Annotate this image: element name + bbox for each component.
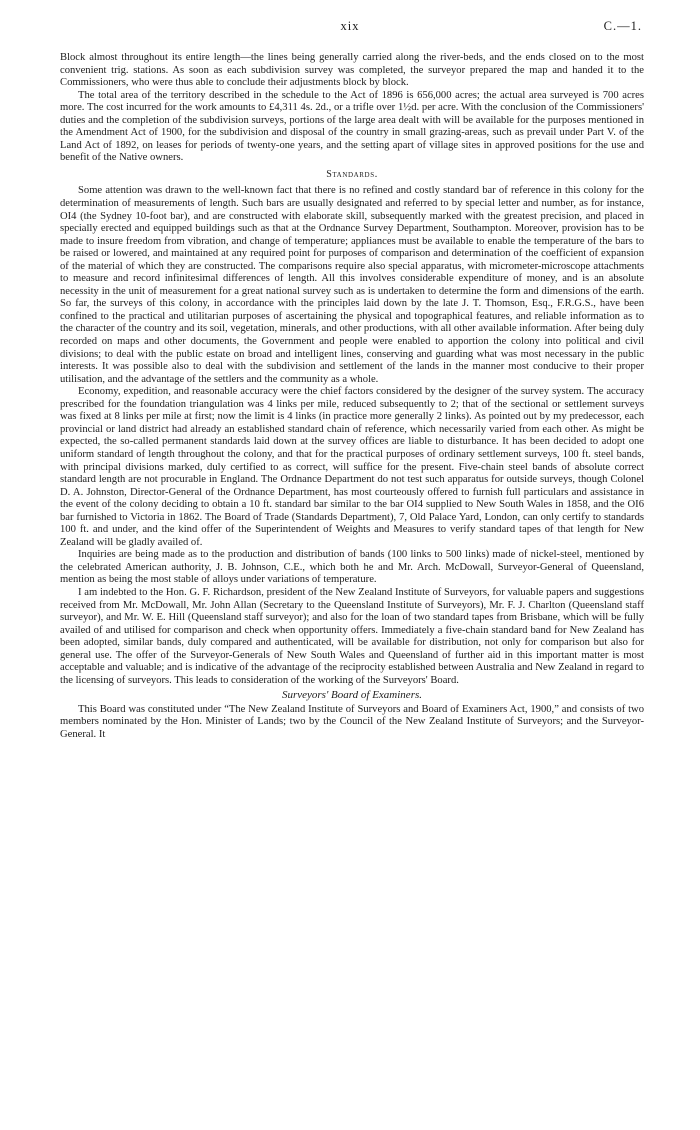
paragraph: This Board was constituted under “The New Zealand Institute of Surveyors and Board of Examiners Act, 1900,” and consists of two members nominated by the Hon. Minister of Lands; two by the Council of the New Zealand Institute of Surveyors; and the Surveyor-General. It (60, 703, 644, 740)
document-reference: C.—1. (603, 19, 642, 33)
page-number: xix (340, 19, 360, 33)
paragraph: Inquiries are being made as to the production and distribution of bands (100 links to 500 links) made of nickel-steel, mentioned by the celebrated American authority, J. B. Johnson, C.E., which both he and Mr. Arch. McDowall, Surveyor-General of Queensland, mention as being the most stable of alloys under variations of temperature. (60, 549, 644, 586)
section-heading-board: Surveyors' Board of Examiners. (281, 689, 423, 702)
paragraph: Block almost throughout its entire length—the lines being generally carried along the river-beds, and the ends closed on to the most convenient trig. stations. As soon as each subdivision survey was completed, the surveyor prepared the map and handed it to the Commissioners, who were thus able to conclude their adjustments block by block. (60, 52, 644, 89)
paragraph: Some attention was drawn to the well-known fact that there is no refined and costly standard bar of reference in this colony for the determination of measurements of length. Such bars are usually designated and referred to by special letter and number, as for instance, OI4 (the Sydney 10-foot bar), and are constructed with elaborate skill, subsequently marked with the greatest precision, and placed in specially erected and equipped buildings such as that at the Ordnance Survey Department, Southampton. Moreover, provision has to be made to insure freedom from vibration, and change of temperature; appliances must be available to enable the temperature of the bars to be raised or lowered, and maintained at any required point for purposes of comparison and determination of the coefficient of expansion of the material of which they are constructed. The comparisons require also special apparatus, with micrometer-microscope attachments to measure and record infinitesimal differences of length. All this involves considerable expenditure of money, and is an absolute necessity in the unit of measurement for a great national survey such as is undertaken to determine the form and dimensions of the earth. So far, the surveys of this colony, in accordance with the principles laid down by the late J. T. Thomson, Esq., F.R.G.S., have been confined to the practical and utilitarian purposes of ascertaining the physical and topographical features, and reliable information as to the character of the country and its soil, vegetation, minerals, and other productions, with all other available information. After being duly recorded on maps and other documents, the Government and people were enabled to apportion the colony into political and civil divisions; to deal with the public estate on broad and intelligent lines, conserving and guarding what was most necessary in the public interests. It was possible also to deal with the subdivision and settlement of the lands in the manner most conducive to their proper utilisation, and the advantage of the settlers and the community as a whole. (60, 185, 644, 385)
paragraph: I am indebted to the Hon. G. F. Richardson, president of the New Zealand Institute of Surveyors, for valuable papers and suggestions received from Mr. McDowall, Mr. John Allan (Secretary to the Queensland Institute of Surveyors), Mr. F. J. Charlton (Queensland staff surveyor), and Mr. W. E. Hill (Queensland staff surveyor); and also for the loan of two standard tapes from Brisbane, which will be fully availed of and utilised for comparison and check when opportunity offers. Immediately a five-chain standard band for New Zealand has been adopted, similar bands, duly compared and authenticated, will be available for distribution, not only for comparison but also for general use. The offer of the Surveyor-Generals of New South Wales and Queensland of further aid in this important matter is most acceptable and valuable; and is indicative of the advantage of the reciprocity established between Australia and New Zealand in regard to the licensing of surveyors. This leads to consideration of the working of the Surveyors' Board. (60, 586, 644, 686)
paragraph: The total area of the territory described in the schedule to the Act of 1896 is 656,000 acres; the actual area surveyed is 700 acres more. The cost incurred for the work amounts to £4,311 4s. 2d., or a trifle over 1½d. per acre. With the conclusion of the Commissioners' duties and the completion of the subdivision surveys, portions of the large area dealt with will be available for the purposes mentioned in the Amendment Act of 1900, for the subdivision and disposal of the country in small grazing-areas, such as prevail under Part V. of the Land Act of 1892, on leases for periods of twenty-one years, and the setting apart of village sites in approved positions for the use and benefit of the Native owners. (60, 89, 644, 164)
paragraph: Economy, expedition, and reasonable accuracy were the chief factors considered by the designer of the survey system. The accuracy prescribed for the foundation triangulation was 4 links per mile, reduced subsequently to 2; that of the sectional or settlement surveys was fixed at 8 links per mile at first; now the limit is 4 links (in practice more generally 2 links). As pointed out by my predecessor, each provincial or land district had already an established standard chain of reference, which necessarily varied from each other. As might be expected, the so-called permanent standards laid down at the survey offices are liable to disturbance. It has been decided to adopt one uniform standard of length throughout the colony, and that for the practical purposes of ordinary settlement surveys, 100 ft. steel bands, with principal divisions marked, duly certified to as correct, will suffice for the present. Five-chain steel bands of absolute correct standard length are not procurable in England. The Ordnance Department do not test such apparatus for outside surveys, though Colonel D. A. Johnston, Director-General of the Ordnance Department, has most courteously offered to furnish full particulars and assistance in the event of the colony deciding to obtain a 10 ft. standard bar similar to the bar OI4 supplied to New South Wales in 1858, and the OI6 bar furnished to Victoria in 1862. The Board of Trade (Standards Department), 7, Old Palace Yard, London, can only certify to standards 100 ft. and under, and the kind offer of the Superintendent of Weights and Measures to verify standard tapes of that length for New Zealand will be gladly availed of. (60, 386, 644, 548)
section-heading-standards: Standards. (326, 168, 378, 180)
